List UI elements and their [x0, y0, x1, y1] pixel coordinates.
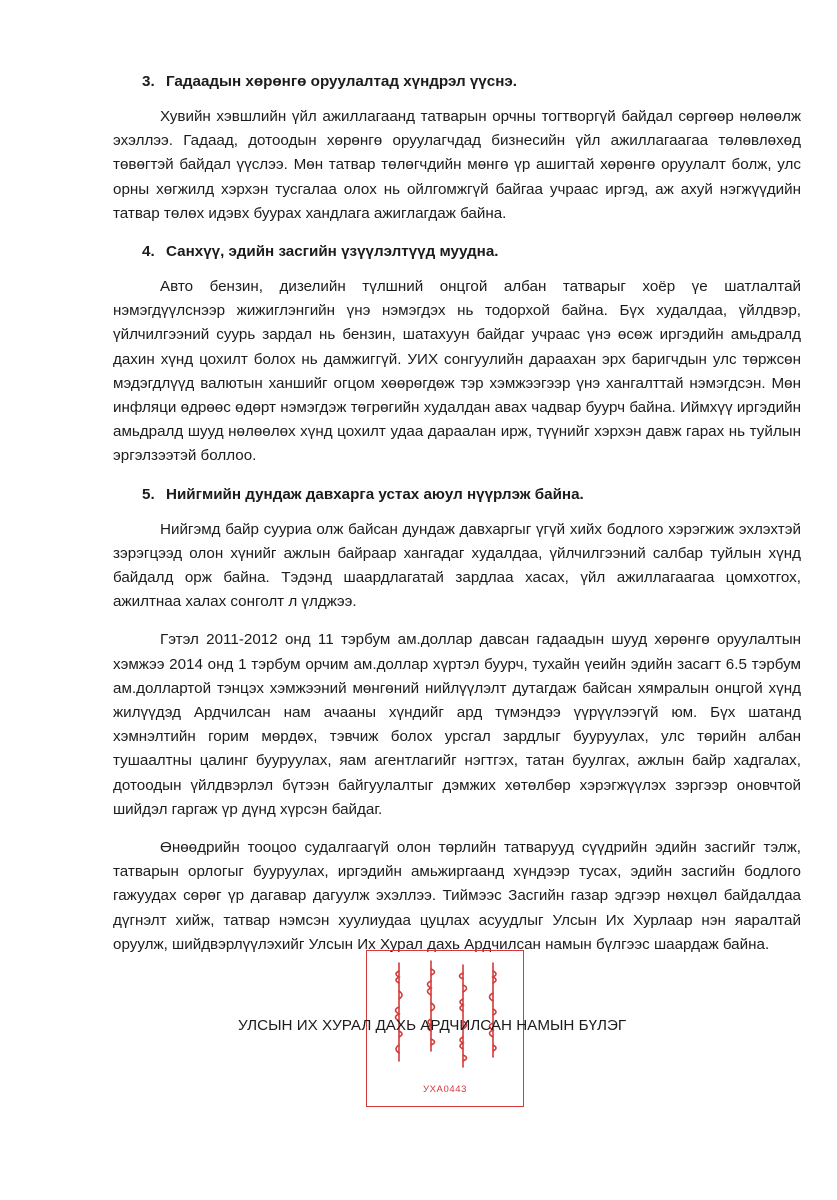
section-title: Санхүү, эдийн засгийн үзүүлэлтүүд муудна. [166, 243, 499, 261]
section-number: 4. [142, 243, 155, 261]
section-heading-5 [113, 483, 801, 507]
paragraph: Хувийн хэвшлийн үйл ажиллагаанд татварын орчны тогтворгүй байдал сөргөөр нөлөөлж эхэллээ. Гадаад, дотоодын хөрөнгө оруулагчдад бизнесийн үйл ажиллагаагаа төлөвлөхөд төвөгтэй байдал үүслээ. Мөн татвар төлөгчдийн мөнгө үр ашигтай хөрөнгө оруулалт болж, улс орны хөгжилд хэрхэн тусгалаа олох нь ойлгомжгүй байгаа учраас иргэд, аж ахуй нэгжүүдийн татвар төлөх идэвх буурах хандлага ажиглагдаж байна. [113, 108, 801, 222]
section-heading-3 [113, 70, 801, 94]
paragraph: Өнөөдрийн тооцоо судалгаагүй олон төрлийн татварууд сүүдрийн эдийн засгийг тэлж, татварын орлогыг бууруулах, иргэдийн амьжиргаанд хүндээр тусах, эдийн засгийн бодлого гажуудах сөрөг үр дагавар дагуулж эхэллээ. Тиймээс Засгийн газар эдгээр нөхцөл байдалдаа дүгнэлт хийж, татвар нэмсэн хуулиудаа цуцлах асуудлыг Улсын Их Хурлаар нэн яаралтай оруулж, шийдвэрлүүлэхийг Улсын Их Хурал дахь Ардчилсан намын бүлгээс шаардаж байна. [113, 839, 801, 953]
section-heading-4 [113, 240, 801, 264]
paragraph: Авто бензин, дизелийн түлшний онцгой албан татварыг хоёр үе шатлалтай нэмэгдүүлснээр жижиглэнгийн үнэ нэмэгдэх нь тодорхой байна. Бүх худалдаа, үйлдвэр, үйлчилгээний суурь зардал нь бензин, шатахуун байдаг учраас үнэ өсөж иргэдийн амьдралд дахин хүнд цохилт болох нь дамжиггүй. УИХ сонгуулийн дараахан эрх баригчдын улс төржсөн мэдэгдлүүд валютын ханшийг огцом хөөрөгдөж тэр хэмжээгээр үнэ хангалттай нэмэгдсэн. Мөн инфляци өдрөөс өдөрт нэмэгдэж төгрөгийн худалдан авах чадвар буурч байна. Иймхүү иргэдийн амьдралд шууд нөлөөлөх хүнд цохилт удаа дараалан ирж, түүнийг хэрхэн давж гарах нь туйлын эргэлзээтэй боллоо. [113, 278, 801, 465]
paragraph: Нийгэмд байр сууриа олж байсан дундаж давхаргыг үгүй хийх бодлого хэрэгжиж эхлэхтэй зэрэгцээд олон хүнийг ажлын байраар хангадаг худалдаа, үйлчилгээний салбар туйлын хүнд байдалд орж байна. Тэдэнд шаардлагатай зардлаа хасах, үйл ажиллагаагаа цомхотгох, ажилтнаа халах сонголт л үлджээ. [113, 520, 801, 611]
paragraph: Гэтэл 2011-2012 онд 11 тэрбум ам.доллар давсан гадаадын шууд хөрөнгө оруулалтын хэмжээ 2014 онд 1 тэрбум орчим ам.доллар хүртэл буурч, тухайн үеийн эдийн засагт 6.5 тэрбум ам.доллартой тэнцэх хэмжээний мөнгөний нийлүүлэлт дутагдаж байсан хямралын онцгой хүнд жилүүдэд Ардчилсан нам ачааны хүндийг ард түмэндээ үүрүүлээгүй юм. Бүх шатанд хэмнэлтийн горим мөрдөх, тэвчиж болох урсгал зардлыг бууруулах, улс төрийн албан тушаалтны цалинг бууруулах, яам агентлагийг нэгтгэх, татан буулгах, ажлын байр хадгалах, дотоодын үйлдвэрлэл бүтээн байгуулалтыг дэмжих хөтөлбөр хэрэгжүүлэх зэргээр оновчтой шийдэл гаргаж үр дүнд хүрсэн байдаг. [113, 631, 801, 818]
section-number: 3. [142, 73, 155, 90]
section-title: Нийгмийн дундаж давхарга устах аюул нүүрлэж байна. [166, 485, 584, 503]
section-number: 5. [142, 485, 155, 503]
document-body [113, 70, 801, 971]
section-title: Гадаадын хөрөнгө оруулалтад хүндрэл үүснэ. [166, 73, 517, 90]
stamp-code: УХА0443 [422, 1084, 468, 1095]
signature-line: УЛСЫН ИХ ХУРАЛ ДАХЬ АРДЧИЛСАН НАМЫН БҮЛЭГ [238, 1017, 627, 1034]
